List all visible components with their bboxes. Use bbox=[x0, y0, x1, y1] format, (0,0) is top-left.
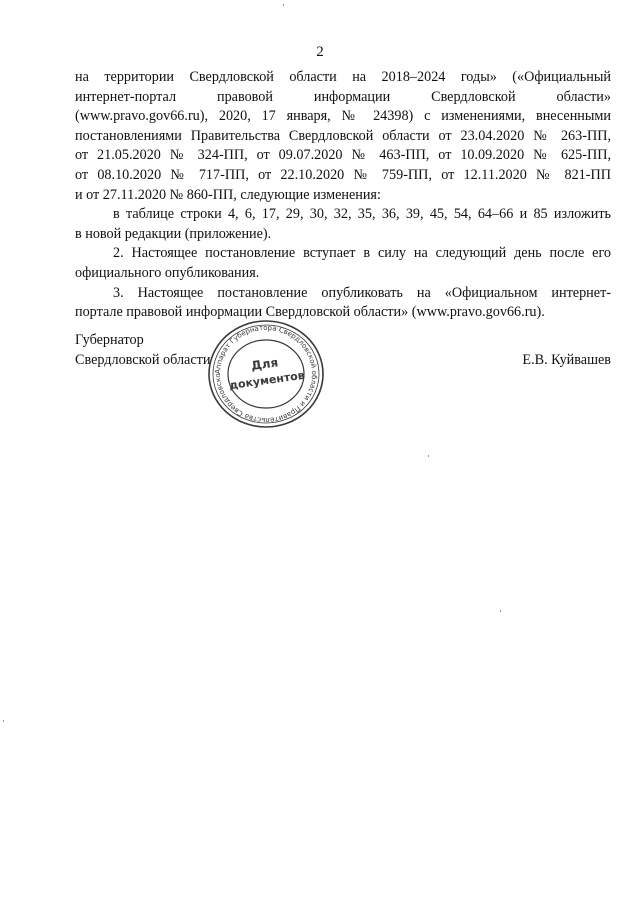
stamp-seal-icon bbox=[206, 318, 326, 430]
svg-text:документов: документов bbox=[228, 368, 306, 393]
text-line: 2. Настоящее постановление вступает в силу на следующий день после его bbox=[113, 245, 611, 262]
page-number: 2 bbox=[316, 44, 324, 60]
scan-speck bbox=[428, 455, 429, 457]
text-line: постановлениями Правительства Свердловской области от 23.04.2020 № 263-ПП, bbox=[75, 127, 611, 144]
official-stamp bbox=[206, 318, 326, 430]
document-body bbox=[75, 68, 611, 323]
text-line: от 21.05.2020 № 324-ПП, от 09.07.2020 № 463-ПП, от 10.09.2020 № 625-ПП, bbox=[75, 147, 611, 164]
text-line: в новой редакции (приложение). bbox=[75, 225, 272, 242]
text-line: (www.pravo.gov66.ru), 2020, 17 января, № 24398) с изменениями, внесенными bbox=[75, 108, 611, 125]
text-line: в таблице строки 4, 6, 17, 29, 30, 32, 35, 36, 39, 45, 54, 64–66 и 85 изложить bbox=[113, 206, 611, 223]
signatory-name: Е.В. Куйвашев bbox=[522, 351, 611, 368]
svg-text:Для: Для bbox=[250, 355, 280, 373]
text-line: на территории Свердловской области на 2018–2024 годы» («Официальный bbox=[75, 69, 611, 85]
text-line: от 08.10.2020 № 717-ПП, от 22.10.2020 № 759-ПП, от 12.11.2020 № 821-ПП bbox=[75, 166, 611, 183]
signatory-title-line1: Губернатор bbox=[75, 332, 144, 348]
scan-speck bbox=[283, 4, 284, 6]
signature-block bbox=[75, 331, 611, 370]
text-line: и от 27.11.2020 № 860-ПП, следующие изменения: bbox=[75, 186, 381, 203]
signatory-title-line2: Свердловской области bbox=[75, 351, 211, 368]
scan-speck bbox=[3, 720, 4, 722]
text-line: 3. Настоящее постановление опубликовать на «Официальном интернет- bbox=[113, 284, 611, 301]
text-line: портале правовой информации Свердловской области» (www.pravo.gov66.ru). bbox=[75, 304, 545, 321]
svg-text:Аппарат Губернатора Свердловск: Аппарат Губернатора Свердловской области и Правительства Свердловско bbox=[213, 323, 319, 425]
text-line: интернет-портал правовой информации Свердловской области» bbox=[75, 88, 611, 105]
scan-speck bbox=[500, 610, 501, 612]
text-line: официального опубликования. bbox=[75, 264, 260, 281]
